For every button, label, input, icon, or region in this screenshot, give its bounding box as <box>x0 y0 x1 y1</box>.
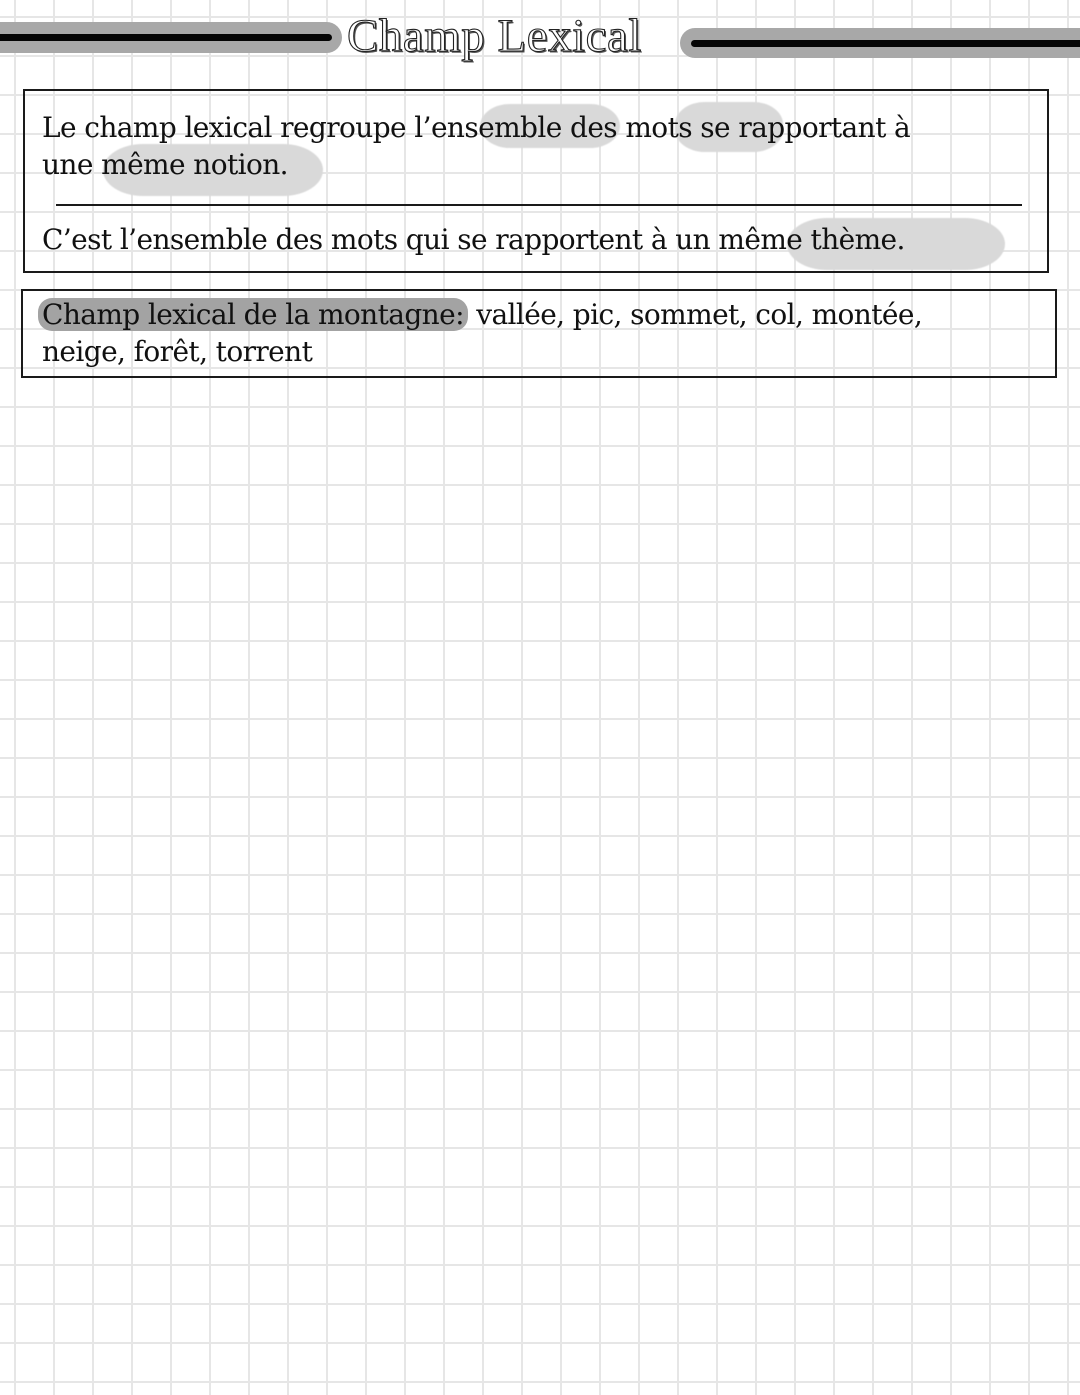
page-title: Champ Lexical <box>347 10 642 62</box>
title-decoration-right-bar <box>680 28 1080 58</box>
title-decoration-right-line <box>691 40 1080 47</box>
definition-line-1: Le champ lexical regroupe l’ensemble des mots se rapportant à <box>42 111 911 144</box>
example-box <box>21 289 1057 378</box>
definition-line-3: C’est l’ensemble des mots qui se rapportent à un même thème. <box>42 223 905 256</box>
example-words-line-1: vallée, pic, sommet, col, montée, <box>467 298 923 331</box>
definition-box <box>23 89 1049 273</box>
title-decoration-left-line <box>0 34 332 41</box>
definition-divider <box>56 204 1022 206</box>
example-line-1 <box>42 296 922 333</box>
title-decoration-left-bar <box>0 22 342 53</box>
example-label: Champ lexical de la montagne: <box>38 298 468 331</box>
definition-line-2: une même notion. <box>42 148 288 181</box>
example-words-line-2: neige, forêt, torrent <box>42 335 313 368</box>
